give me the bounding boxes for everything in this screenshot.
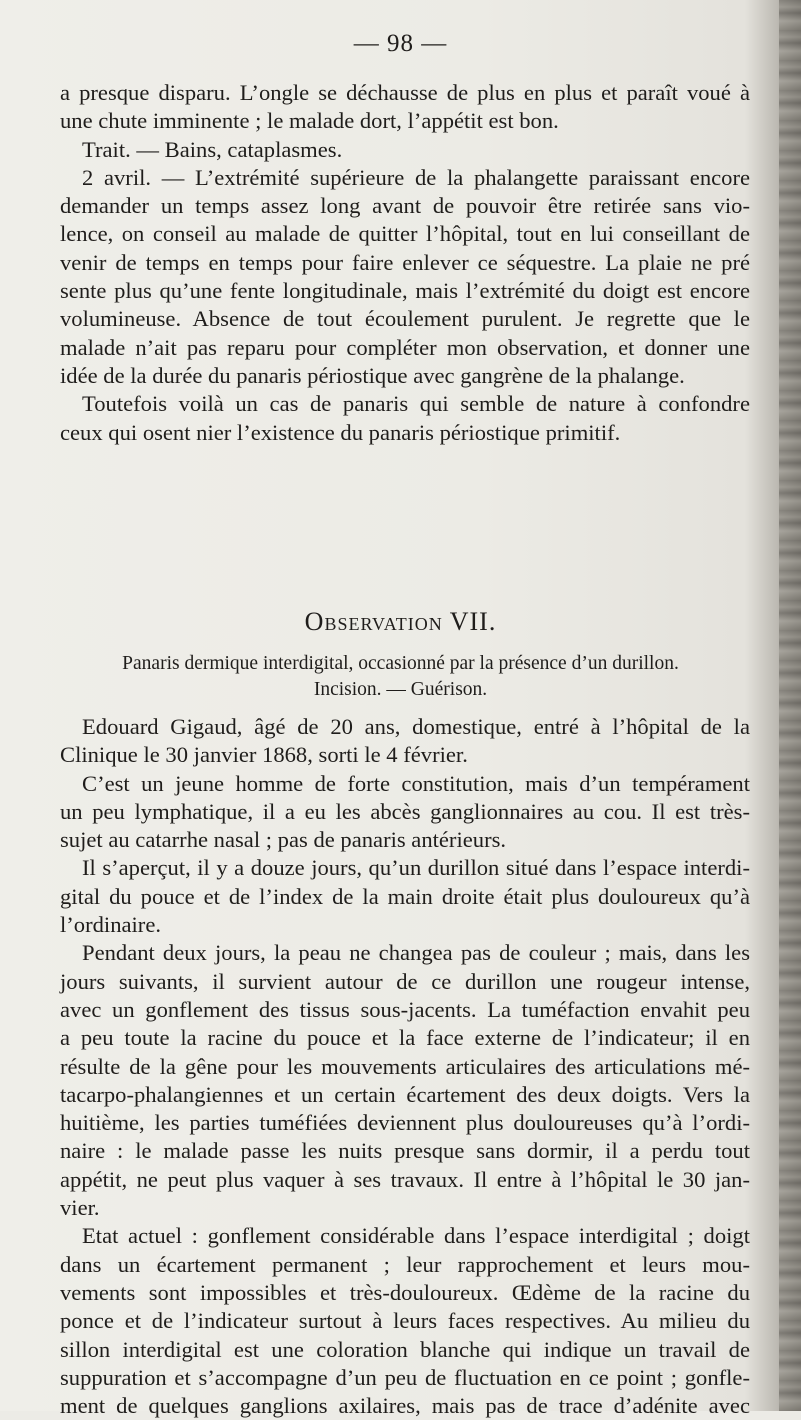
text-line: gital du pouce et de l’index de la main droite était plus douloureux qu’à bbox=[60, 883, 750, 909]
paragraph-block-1 bbox=[60, 79, 750, 447]
paragraph-block-2 bbox=[60, 713, 750, 1420]
text-line: avec un gonflement des tissus sous-jacents. La tuméfaction envahit peu bbox=[60, 996, 750, 1022]
text-line: appétit, ne peut plus vaquer à ses travaux. Il entre à l’hôpital le 30 jan- bbox=[60, 1166, 750, 1192]
text-line: sujet au catarrhe nasal ; pas de panaris antérieurs. bbox=[60, 827, 507, 853]
text-line: un peu lymphatique, il a eu les abcès ganglionnaires au cou. Il est très- bbox=[60, 798, 750, 824]
text-line: vier. bbox=[60, 1195, 100, 1221]
text-line: Pendant deux jours, la peau ne changea pas de couleur ; mais, dans les bbox=[82, 940, 750, 966]
text-line: venir de temps en temps pour faire enlever ce séquestre. La plaie ne pré bbox=[60, 249, 750, 275]
text-line: Clinique le 30 janvier 1868, sorti le 4 février. bbox=[60, 742, 468, 768]
text-line: a peu toute la racine du pouce et la face externe de l’indicateur; il en bbox=[60, 1025, 750, 1051]
subtitle-line: Panaris dermique interdigital, occasionné par la présence d’un durillon. bbox=[122, 653, 679, 674]
text-line: naire : le malade passe les nuits presque sans dormir, il a perdu tout bbox=[60, 1138, 750, 1164]
subtitle-line: Incision. — Guérison. bbox=[313, 678, 488, 700]
text-line: Edouard Gigaud, âgé de 20 ans, domestique, entré à l’hôpital de la bbox=[82, 714, 750, 739]
text-line: Etat actuel : gonflement considérable dans l’espace interdigital ; doigt bbox=[82, 1223, 750, 1249]
text-line: lence, on conseil au malade de quitter l’hôpital, tout en lui conseillant de bbox=[60, 221, 750, 247]
text-line: ceux qui osent nier l’existence du panaris périostique primitif. bbox=[60, 419, 621, 445]
text-line: Trait. — Bains, cataplasmes. bbox=[82, 136, 343, 162]
text-line: vements sont impossibles et très-douloureux. Œdème de la racine du bbox=[60, 1279, 750, 1305]
text-line: une chute imminente ; le malade dort, l’appétit est bon. bbox=[60, 108, 559, 134]
text-line: ment de quelques ganglions axilaires, mais pas de trace d’adénite avec bbox=[60, 1393, 750, 1419]
text-line: Toutefois voilà un cas de panaris qui semble de nature à confondre bbox=[82, 391, 750, 417]
text-line: l’ordinaire. bbox=[60, 912, 161, 938]
text-line: sillon interdigital est une coloration blanche qui indique un travail de bbox=[60, 1336, 750, 1362]
text-line: jours suivants, il survient autour de ce durillon une rougeur intense, bbox=[60, 968, 750, 994]
text-line: C’est un jeune homme de forte constitution, mais d’un tempérament bbox=[82, 770, 750, 796]
text-line: volumineuse. Absence de tout écoulement purulent. Je regrette que le bbox=[60, 306, 750, 332]
text-line: huitième, les parties tuméfiées deviennent plus douloureuses qu’à l’ordi- bbox=[60, 1110, 750, 1136]
text-line: a presque disparu. L’ongle se déchausse de plus en plus et paraît voué à bbox=[60, 80, 750, 105]
text-line: ponce et de l’indicateur surtout à leurs faces respectives. Au milieu du bbox=[60, 1308, 750, 1334]
text-line: idée de la durée du panaris périostique avec gangrène de la phalange. bbox=[60, 362, 685, 388]
text-line: Il s’aperçut, il y a douze jours, qu’un durillon situé dans l’espace interdi- bbox=[82, 855, 750, 881]
page-number: — 98 — bbox=[353, 30, 448, 57]
observation-subtitle bbox=[0, 651, 801, 702]
text-line: malade n’ait pas reparu pour compléter mon observation, et donner une bbox=[60, 334, 750, 360]
text-line: résulte de la gêne pour les mouvements articulaires des articulations mé- bbox=[60, 1053, 750, 1079]
observation-title: Observation VII. bbox=[304, 607, 497, 636]
page-edge-shadow bbox=[779, 0, 801, 1411]
text-line: 2 avril. — L’extrémité supérieure de la phalangette paraissant encore bbox=[82, 164, 750, 190]
text-line: sente plus qu’une fente longitudinale, mais l’extrémité du doigt est encore bbox=[60, 278, 750, 304]
text-line: suppuration et s’accompagne d’un peu de fluctuation en ce point ; gonfle- bbox=[60, 1364, 750, 1390]
text-line: dans un écartement permanent ; leur rapprochement et leurs mou- bbox=[60, 1251, 750, 1277]
text-line: demander un temps assez long avant de pouvoir être retirée sans vio- bbox=[60, 193, 750, 219]
text-line: tacarpo-phalangiennes et un certain écartement des deux doigts. Vers la bbox=[60, 1081, 750, 1107]
